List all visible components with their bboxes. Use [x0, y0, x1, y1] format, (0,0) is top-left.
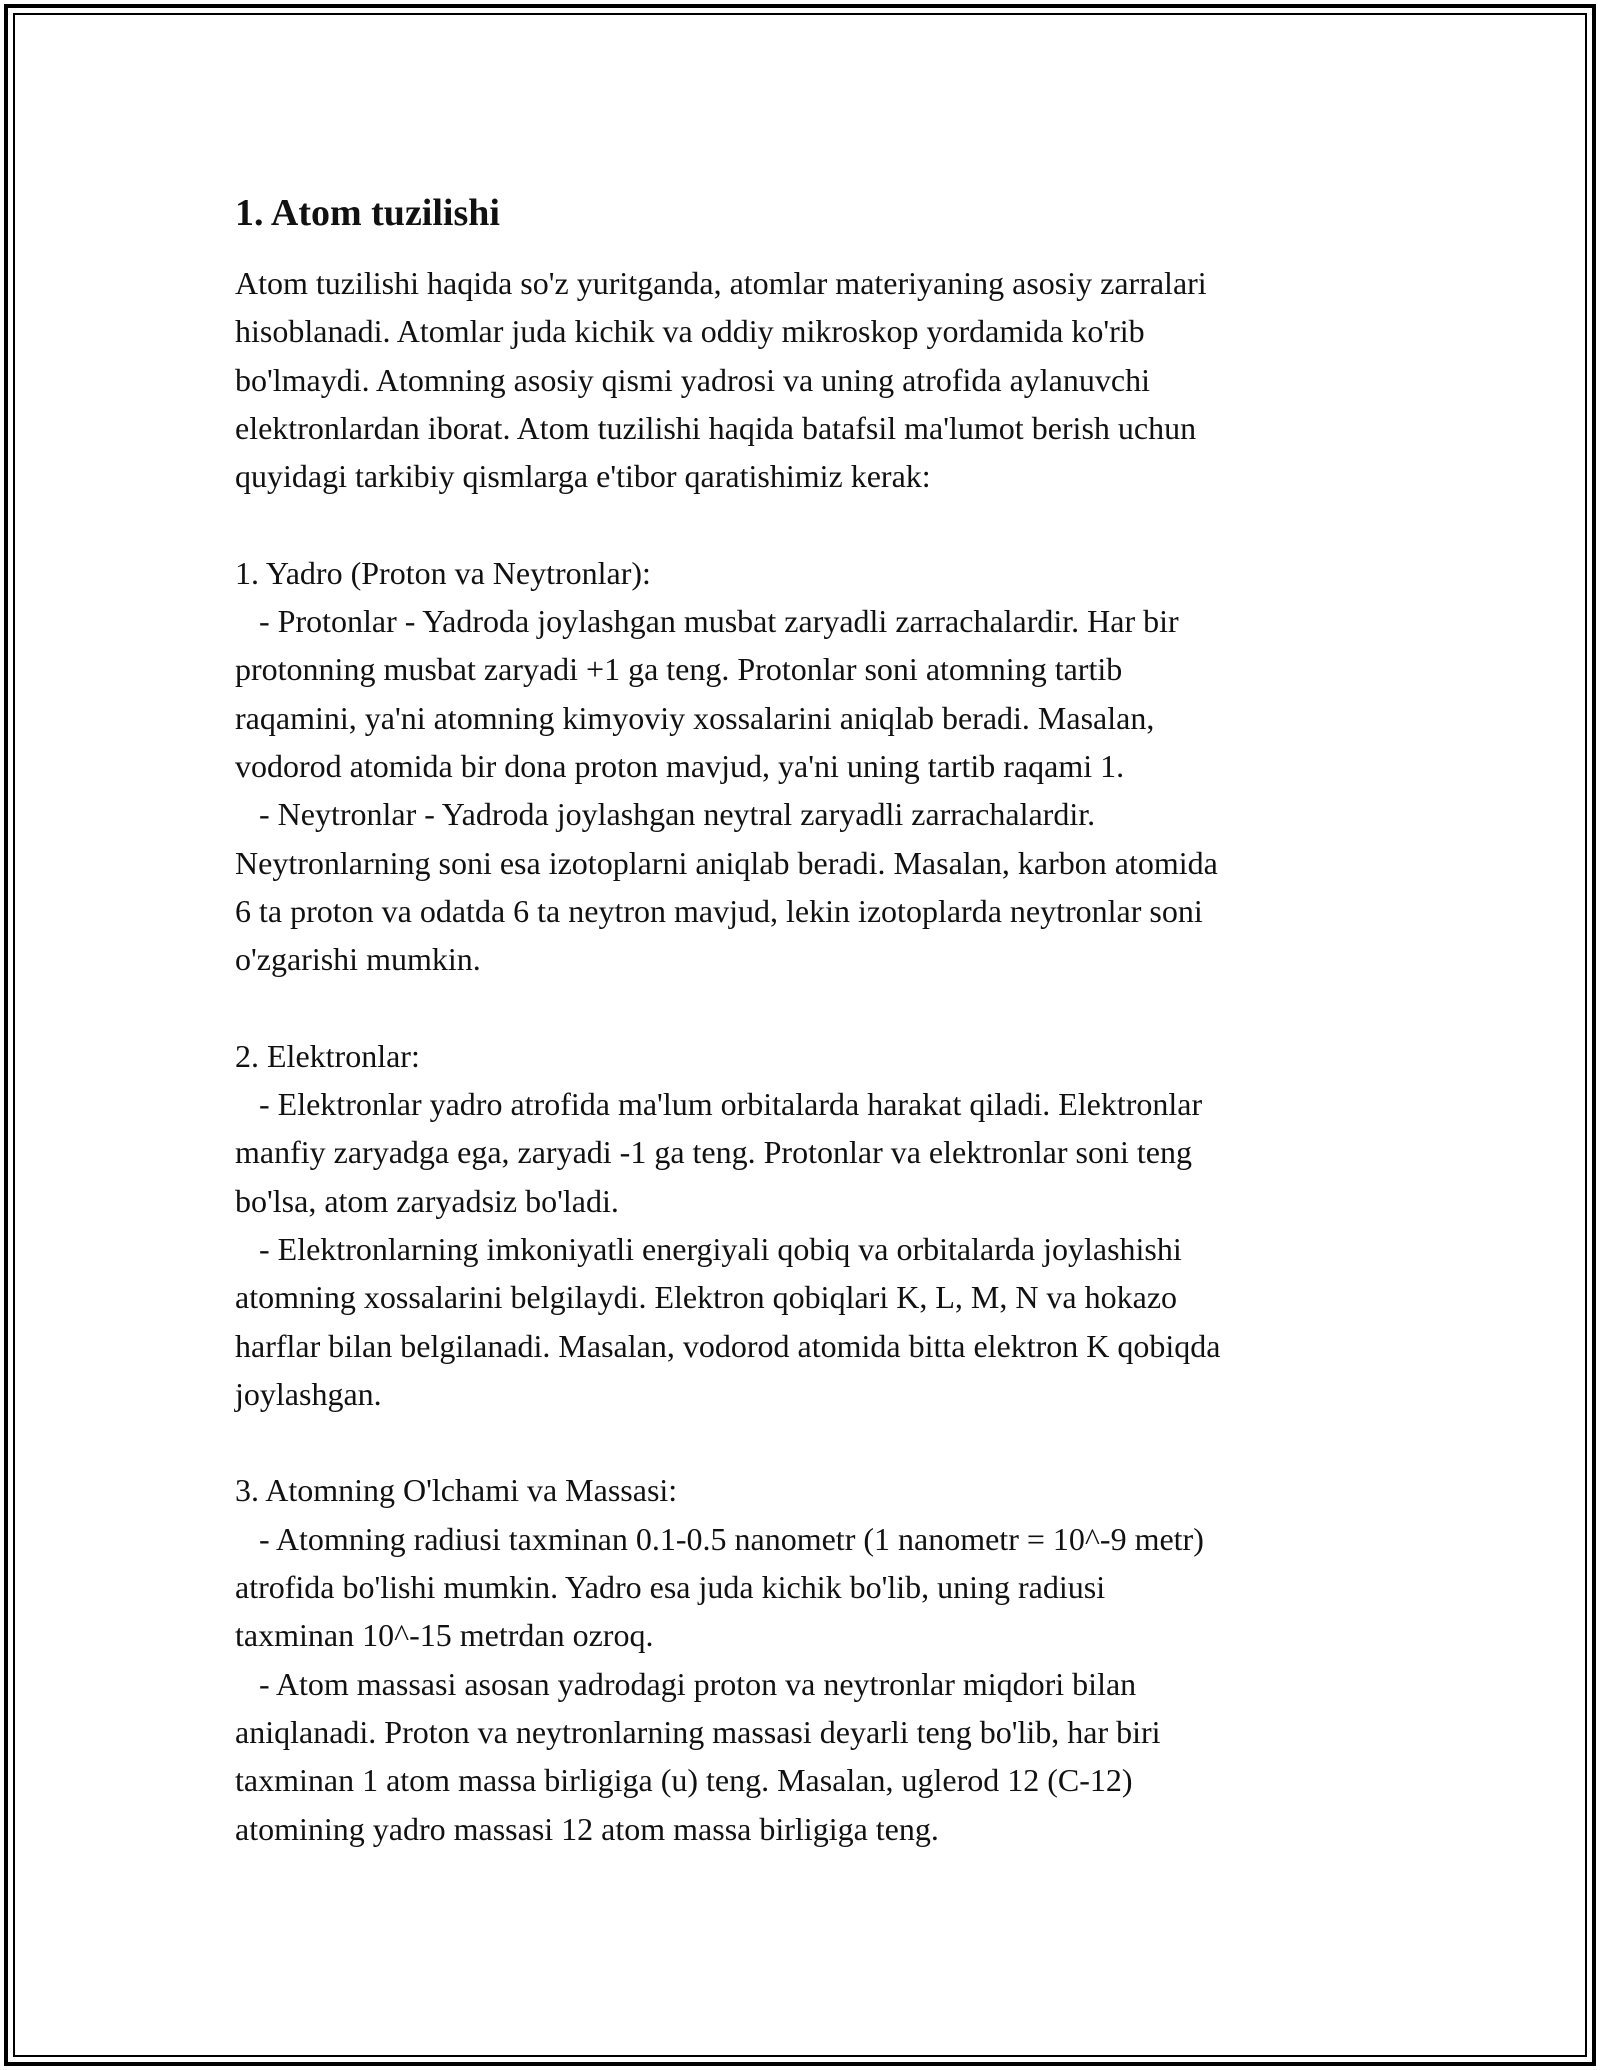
document-title: 1. Atom tuzilishi	[235, 192, 500, 234]
document-content	[235, 185, 1385, 1853]
document-body: Atom tuzilishi haqida so'z yuritganda, atomlar materiyaning asosiy zarralari hisoblanadi. Atomlar juda kichik va oddiy mikroskop yordamida ko'rib bo'lmaydi. Atomning asosiy qismi yadrosi va uning atrofida aylanuvchi elektronlardan iborat. Atom tuzilishi haqida batafsil ma'lumot berish uchun quyidagi tarkibiy qismlarga e'tibor qaratishimiz kerak: 1. Yadro (Proton va Neytronlar): - Protonlar - Yadroda joylashgan musbat zaryadli zarrachalardir. Har bir protonning musbat zaryadi +1 ga teng. Protonlar soni atomning tartib raqamini, ya'ni atomning kimyoviy xossalarini aniqlab beradi. Masalan, vodorod atomida bir dona proton mavjud, ya'ni uning tartib raqami 1. - Neytronlar - Yadroda joylashgan neytral zaryadli zarrachalardir. Neytronlarning soni esa izotoplarni aniqlab beradi. Masalan, karbon atomida 6 ta proton va odatda 6 ta neytron mavjud, lekin izotoplarda neytronlar soni o'zgarishi mumkin. 2. Elektronlar: - Elektronlar yadro atrofida ma'lum orbitalarda harakat qiladi. Elektronlar manfiy zaryadga ega, zaryadi -1 ga teng. Protonlar va elektronlar soni teng bo'lsa, atom zaryadsiz bo'ladi. - Elektronlarning imkoniyatli energiyali qobiq va orbitalarda joylashishi atomning xossalarini belgilaydi. Elektron qobiqlari K, L, M, N va hokazo harflar bilan belgilanadi. Masalan, vodorod atomida bitta elektron K qobiqda joylashgan. 3. Atomning O'lchami va Massasi: - Atomning radiusi taxminan 0.1-0.5 nanometr (1 nanometr = 10^-9 metr) atrofida bo'lishi mumkin. Yadro esa juda kichik bo'lib, uning radiusi taxminan 10^-15 metrdan ozroq. - Atom massasi asosan yadrodagi proton va neytronlar miqdori bilan aniqlanadi. Proton va neytronlarning massasi deyarli teng bo'lib, har biri taxminan 1 atom massa birligiga (u) teng. Masalan, uglerod 12 (C-12) atomining yadro massasi 12 atom massa birligiga teng.	[235, 265, 1221, 1847]
